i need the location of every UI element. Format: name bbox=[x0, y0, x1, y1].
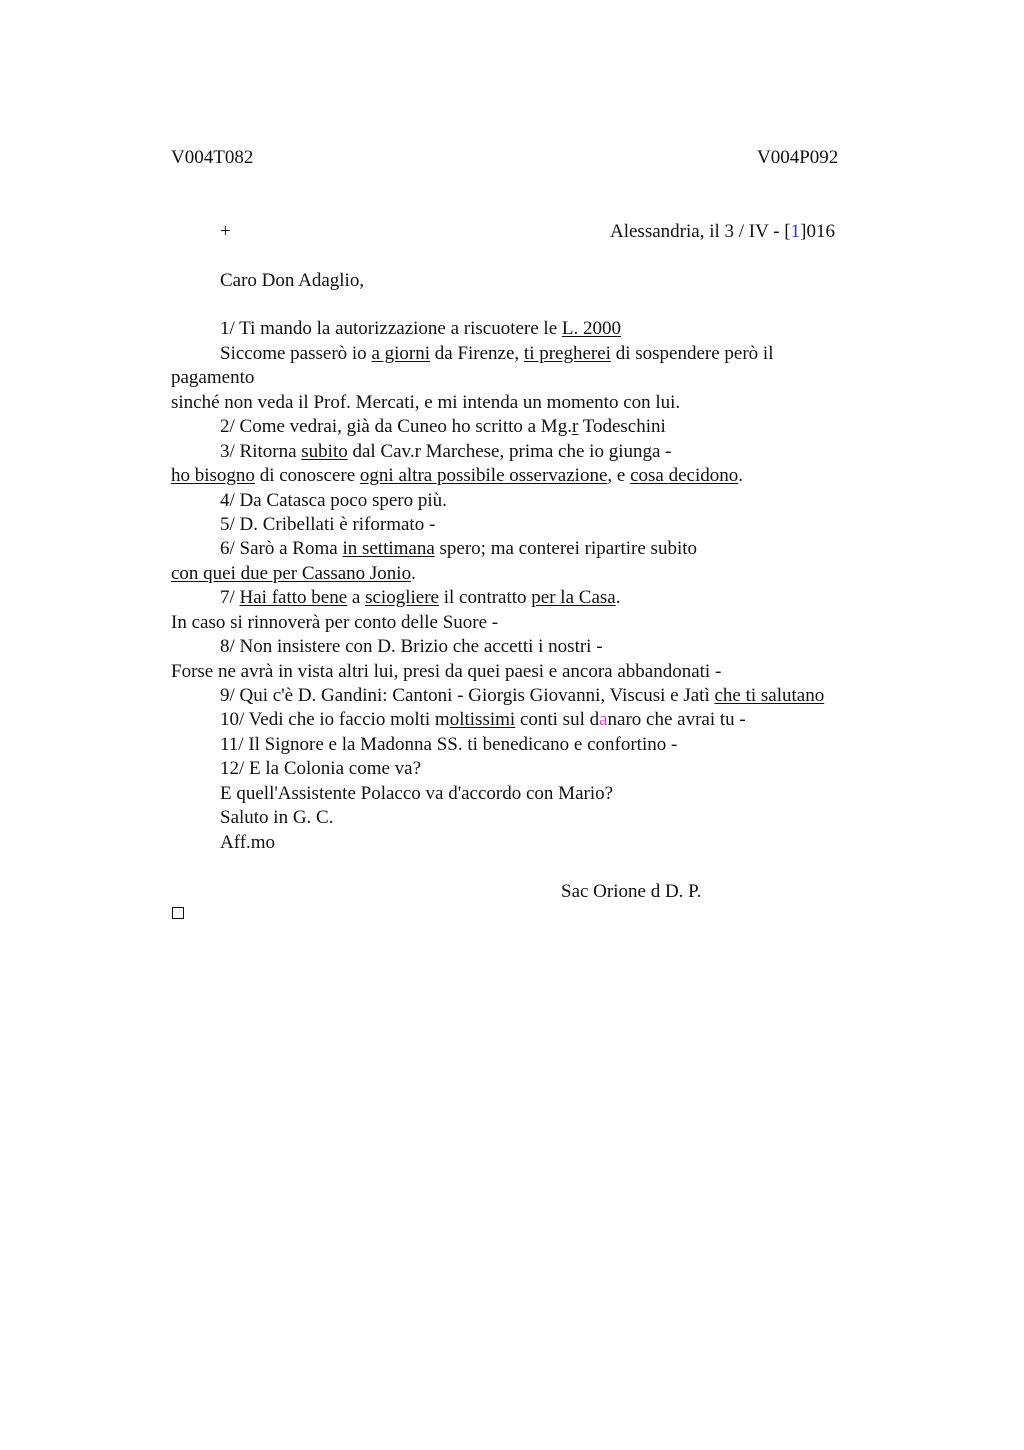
letter-line-7 bbox=[171, 464, 743, 488]
text: 2/ Come vedrai, già da Cuneo ho scritto a Mg. bbox=[220, 416, 572, 437]
text: . bbox=[738, 465, 743, 486]
highlighted-letter: a bbox=[599, 709, 608, 730]
text: spero; ma conterei ripartire subito bbox=[434, 538, 697, 559]
text: da Firenze, bbox=[430, 343, 524, 364]
cross-mark: + bbox=[220, 221, 231, 242]
place-date-prefix: Alessandria, il 3 / IV - [ bbox=[610, 221, 791, 242]
checkbox-square-icon bbox=[172, 907, 184, 919]
text: . bbox=[411, 563, 416, 584]
underlined-text: con quei due per Cassano Jonio bbox=[171, 563, 412, 584]
text: 6/ Sarò a Roma bbox=[220, 538, 343, 559]
place-date bbox=[610, 220, 835, 244]
letter-line-14: 8/ Non insistere con D. Brizio che accetti i nostri - bbox=[220, 636, 603, 657]
text: 1/ Ti mando la autorizzazione a riscuotere le bbox=[220, 318, 562, 339]
text: 7/ bbox=[220, 587, 240, 608]
underlined-text: per la Casa bbox=[531, 587, 616, 608]
place-date-suffix: ]016 bbox=[800, 221, 835, 242]
text: Siccome passerò io bbox=[220, 343, 372, 364]
letter-line-5 bbox=[220, 415, 666, 439]
text: il contratto bbox=[438, 587, 532, 608]
underlined-text: subito bbox=[301, 441, 348, 462]
underlined-text: ogni altra possibile osservazione bbox=[359, 465, 608, 486]
text: 9/ Qui c'è D. Gandini: Cantoni - Giorgis Giovanni, Viscusi e Jatì bbox=[220, 685, 715, 706]
underlined-text: ti pregherei bbox=[523, 343, 611, 364]
underlined-text: cosa decidono bbox=[630, 465, 739, 486]
place-date-editorial-digit: 1 bbox=[790, 221, 801, 242]
letter-line-10 bbox=[220, 537, 697, 561]
underlined-text: sciogliere bbox=[365, 587, 439, 608]
signature: Sac Orione d D. P. bbox=[561, 881, 702, 902]
underlined-text: che ti salutano bbox=[714, 685, 825, 706]
letter-line-2 bbox=[220, 342, 773, 366]
letter-line-3: pagamento bbox=[171, 367, 255, 388]
underlined-text: a giorni bbox=[371, 343, 431, 364]
underlined-text: in settimana bbox=[342, 538, 435, 559]
text: 3/ Ritorna bbox=[220, 441, 302, 462]
letter-line-9: 5/ D. Cribellati è riformato - bbox=[220, 514, 436, 535]
letter-line-17 bbox=[220, 708, 746, 732]
letter-line-21: Saluto in G. C. bbox=[220, 807, 334, 828]
text: di conoscere bbox=[254, 465, 360, 486]
letter-line-16 bbox=[220, 684, 824, 708]
text: conti sul d bbox=[515, 709, 600, 730]
underlined-text: oltissimi bbox=[449, 709, 516, 730]
letter-line-18: 11/ Il Signore e la Madonna SS. ti benedicano e confortino - bbox=[220, 734, 678, 755]
text: . bbox=[615, 587, 621, 608]
text: , e bbox=[607, 465, 631, 486]
document-code-right: V004P092 bbox=[757, 147, 839, 168]
text: di sospendere però il bbox=[610, 343, 774, 364]
underlined-text: L. 2000 bbox=[561, 318, 621, 339]
letter-line-11 bbox=[171, 562, 416, 586]
letter-line-13: In caso si rinnoverà per conto delle Suore - bbox=[171, 612, 499, 633]
document-code-left: V004T082 bbox=[171, 147, 254, 168]
letter-line-8: 4/ Da Catasca poco spero più. bbox=[220, 490, 447, 511]
letter-line-22: Aff.mo bbox=[220, 832, 276, 853]
letter-line-12 bbox=[220, 586, 620, 610]
letter-line-15: Forse ne avrà in vista altri lui, presi da quei paesi e ancora abbandonati - bbox=[171, 661, 722, 682]
letter-line-4: sinché non veda il Prof. Mercati, e mi intenda un momento con lui. bbox=[171, 392, 681, 413]
text: dal Cav.r Marchese, prima che io giunga - bbox=[347, 441, 672, 462]
text: a bbox=[347, 587, 366, 608]
text: 10/ Vedi che io faccio molti m bbox=[220, 709, 450, 730]
underlined-text: r bbox=[571, 416, 579, 437]
salutation: Caro Don Adaglio, bbox=[220, 270, 365, 291]
underlined-text: Hai fatto bene bbox=[239, 587, 348, 608]
letter-line-19: 12/ E la Colonia come va? bbox=[220, 758, 422, 779]
letter-line-20: E quell'Assistente Polacco va d'accordo con Mario? bbox=[220, 783, 614, 804]
letter-line-6 bbox=[220, 440, 672, 464]
letter-line-1 bbox=[220, 317, 621, 341]
text: Todeschini bbox=[578, 416, 666, 437]
text: naro che avrai tu - bbox=[607, 709, 746, 730]
underlined-text: ho bisogno bbox=[171, 465, 255, 486]
